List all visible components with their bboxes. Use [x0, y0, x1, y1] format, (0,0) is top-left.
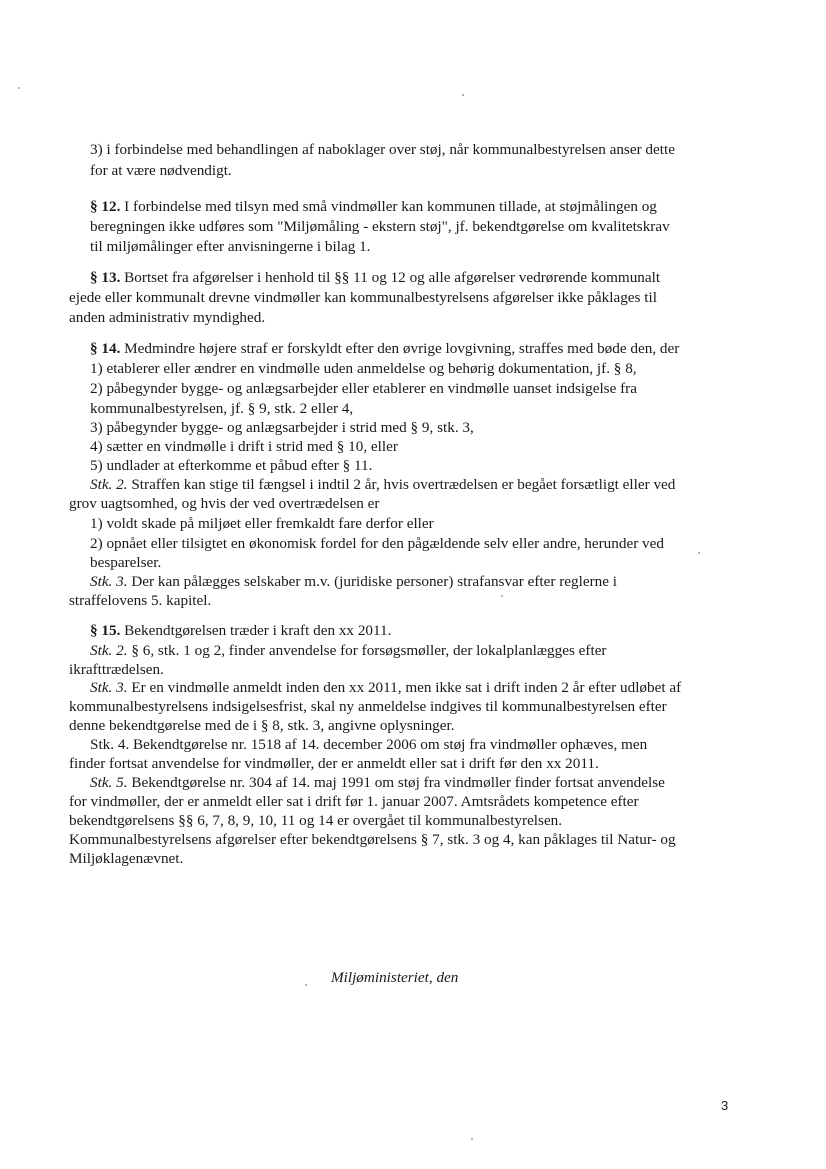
section-14-item-4: 4) sætter en vindmølle i drift i strid med § 10, eller: [90, 438, 398, 455]
section-12-line-1: [90, 197, 657, 216]
section-14-item-5: 5) undlader at efterkomme et påbud efter § 11.: [90, 457, 373, 474]
scan-speck: [501, 595, 503, 597]
section-15-stk-3-line-1: [90, 678, 681, 697]
section-12-text: I forbindelse med tilsyn med små vindmøller kan kommunen tillade, at støjmålingen og: [120, 198, 657, 215]
section-15-text: Bekendtgørelsen træder i kraft den xx 2011.: [120, 622, 392, 639]
page-number: 3: [721, 1098, 729, 1113]
section-15-stk-2-label: Stk. 2.: [90, 642, 128, 659]
section-15-stk-5-line-5: Miljøklagenævnet.: [69, 850, 184, 867]
section-12-number: § 12.: [90, 198, 121, 215]
section-13-text: Bortset fra afgørelser i henhold til §§ 11 og 12 og alle afgørelser vedrørende kommunalt: [120, 269, 661, 286]
scan-speck: [18, 87, 20, 89]
section-15-stk-2-line-1: [90, 641, 607, 660]
section-15-stk-5-text: Bekendtgørelse nr. 304 af 14. maj 1991 om støj fra vindmøller finder fortsat anvendelse: [127, 774, 665, 791]
scan-speck: [462, 94, 464, 96]
section-15-number: § 15.: [90, 622, 121, 639]
section-14-stk-2-label: Stk. 2.: [90, 476, 128, 493]
section-14-item-2-line-2: kommunalbestyrelsen, jf. § 9, stk. 2 eller 4,: [90, 400, 354, 417]
section-14-sub-item-2-line-1: 2) opnået eller tilsigtet en økonomisk fordel for den pågældende selv eller andre, herunder ved: [90, 535, 664, 552]
section-15-stk-5-line-4: Kommunalbestyrelsens afgørelser efter bekendtgørelsens § 7, stk. 3 og 4, kan påklages til Natur- og: [69, 831, 676, 848]
section-15-stk-2-line-2: ikrafttrædelsen.: [69, 661, 164, 678]
section-15-stk-3-line-2: kommunalbestyrelsens indsigelsesfrist, skal ny anmeldelse indgives til kommunalbestyrelsen efter: [69, 698, 667, 715]
scan-speck: [305, 984, 307, 986]
section-13-line-1: [90, 268, 660, 287]
section-15-stk-5-line-1: [90, 773, 665, 792]
section-12-line-3: til miljømålinger efter anvisningerne i bilag 1.: [90, 238, 371, 255]
section-13-line-3: anden administrativ myndighed.: [69, 309, 266, 326]
signature-line: Miljøministeriet, den: [331, 969, 459, 986]
section-14-number: § 14.: [90, 340, 121, 357]
scan-speck: [698, 552, 700, 554]
section-14-text: Medmindre højere straf er forskyldt efter den øvrige lovgivning, straffes med bøde den, der: [120, 340, 680, 357]
section-14-item-1: 1) etablerer eller ændrer en vindmølle uden anmeldelse og behørig dokumentation, jf. § 8,: [90, 360, 637, 377]
section-14-sub-item-1: 1) voldt skade på miljøet eller fremkaldt fare derfor eller: [90, 515, 434, 532]
item-3-line-2: for at være nødvendigt.: [90, 162, 232, 179]
section-14-line-1: [90, 339, 679, 358]
section-13-number: § 13.: [90, 269, 121, 286]
section-15-stk-2-text: § 6, stk. 1 og 2, finder anvendelse for forsøgsmøller, der lokalplanlægges efter: [127, 642, 607, 659]
section-14-stk-3-label: Stk. 3.: [90, 573, 128, 590]
section-14-item-2-line-1: 2) påbegynder bygge- og anlægsarbejder eller etablerer en vindmølle uanset indsigelse fra: [90, 380, 637, 397]
section-15-stk-5-line-2: for vindmøller, der er anmeldt eller sat i drift før 1. januar 2007. Amtsrådets kompetence efter: [69, 793, 639, 810]
section-12-line-2: beregningen ikke udføres som "Miljømåling - ekstern støj", jf. bekendtgørelse om kvalitetskrav: [90, 218, 670, 235]
section-15-stk-5-label: Stk. 5.: [90, 774, 128, 791]
section-15-stk-4-line-1: Stk. 4. Bekendtgørelse nr. 1518 af 14. december 2006 om støj fra vindmøller ophæves, men: [90, 736, 648, 753]
section-14-stk-2-text: Straffen kan stige til fængsel i indtil 2 år, hvis overtrædelsen er begået forsætligt eller ved: [127, 476, 676, 493]
section-15-stk-4-line-2: finder fortsat anvendelse for vindmøller, der er anmeldt eller sat i drift før den xx 2011.: [69, 755, 599, 772]
item-3-line-1: 3) i forbindelse med behandlingen af naboklager over støj, når kommunalbestyrelsen anser dette: [90, 141, 675, 158]
section-15-stk-3-text: Er en vindmølle anmeldt inden den xx 2011, men ikke sat i drift inden 2 år efter udløbet af: [127, 679, 682, 696]
section-15-stk-5-line-3: bekendtgørelsens §§ 6, 7, 8, 9, 10, 11 og 14 er overgået til kommunalbestyrelsen.: [69, 812, 563, 829]
section-14-stk-3-line-2: straffelovens 5. kapitel.: [69, 592, 212, 609]
section-14-item-3: 3) påbegynder bygge- og anlægsarbejder i strid med § 9, stk. 3,: [90, 419, 474, 436]
section-15-line-1: [90, 621, 391, 640]
section-14-stk-3-text: Der kan pålægges selskaber m.v. (juridiske personer) strafansvar efter reglerne i: [127, 573, 618, 590]
section-14-stk-3-line-1: [90, 572, 617, 591]
section-15-stk-3-line-3: denne bekendtgørelse med de i § 8, stk. 3, angivne oplysninger.: [69, 717, 455, 734]
scan-speck: [471, 1138, 473, 1140]
section-13-line-2: ejede eller kommunalt drevne vindmøller kan kommunalbestyrelsens afgørelser ikke påklages til: [69, 289, 657, 306]
section-14-stk-2-line-1: [90, 475, 675, 494]
section-15-stk-3-label: Stk. 3.: [90, 679, 128, 696]
section-14-sub-item-2-line-2: besparelser.: [90, 554, 162, 571]
section-14-stk-2-line-2: grov uagtsomhed, og hvis der ved overtrædelsen er: [69, 495, 380, 512]
